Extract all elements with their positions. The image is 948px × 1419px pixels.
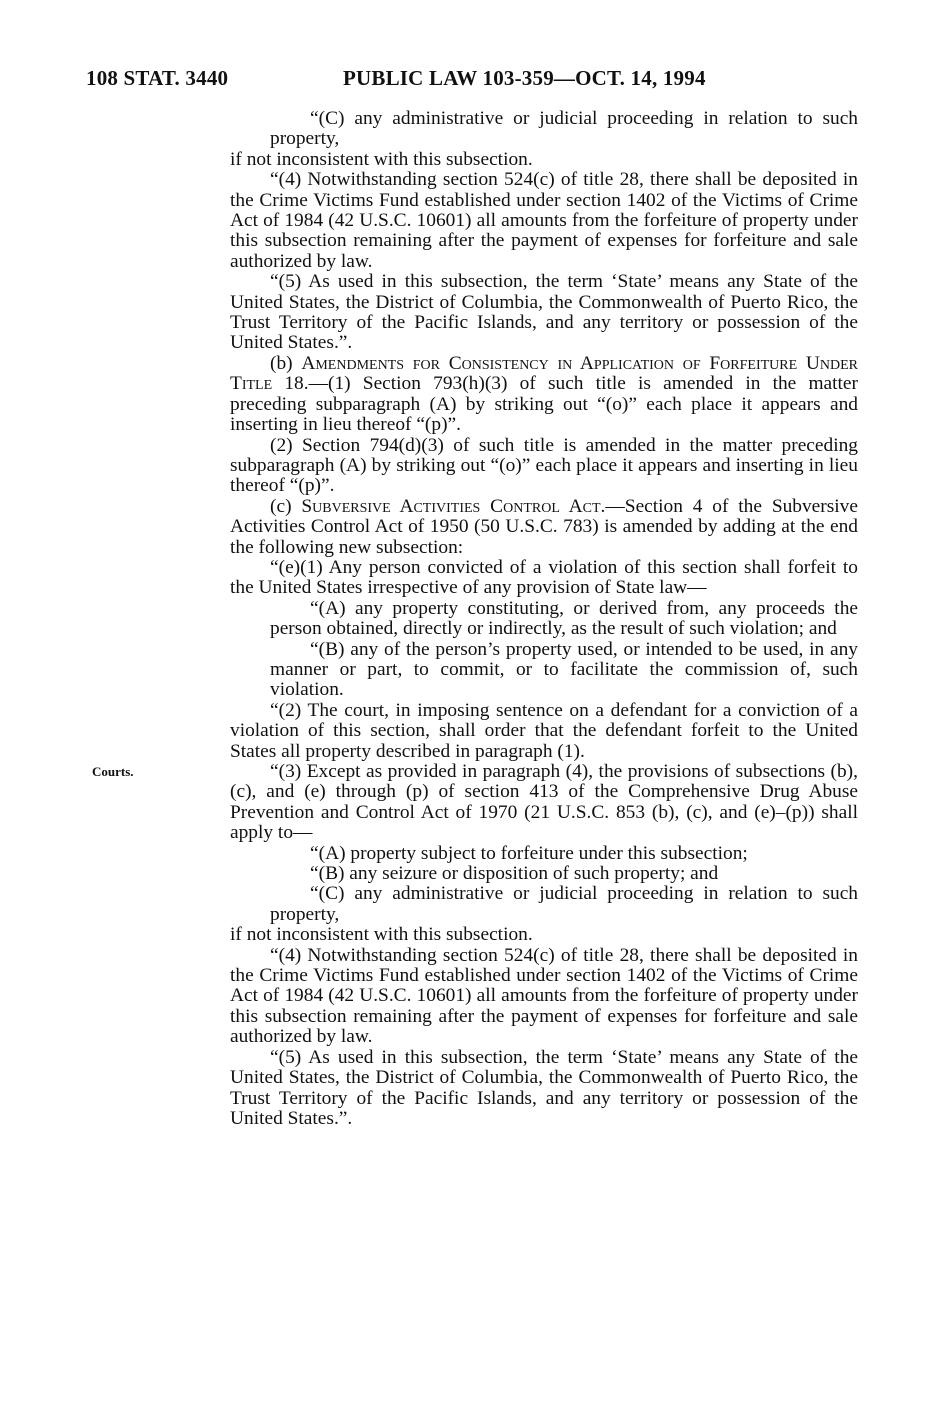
section-heading: Subversive Activities Control Act. (301, 495, 606, 517)
page-citation: 108 STAT. 3440 (86, 66, 229, 90)
paragraph: “(3) Except as provided in paragraph (4), the provisions of subsections (b), (c), and (e) through (p) of section 413 of the Comprehensive Drug Abuse Prevention and Control Act of 1970 (21 U.S.C. 853 (b), (c), and (e)–(p)) shall apply to— (230, 761, 858, 844)
margin-note: Courts. (92, 764, 134, 779)
paragraph: “(A) any property constituting, or derived from, any proceeds the person obtained, directly or indirectly, as the result of such violation; and (270, 597, 858, 640)
paragraph-text: —Section 4 of the Subversive Activities Control Act of 1950 (50 U.S.C. 783) is amended by adding at the end the following new subsection: (230, 495, 858, 558)
section-heading: Amendments for Consistency in Application of Forfeiture Under Title 18. (230, 352, 858, 395)
paragraph: (2) Section 794(d)(3) of such title is amended in the matter preceding subparagraph (A) by striking out “(o)” each place it appears and inserting in lieu thereof “(p)”. (230, 434, 858, 497)
paragraph: “(C) any administrative or judicial proceeding in relation to such property, (270, 108, 858, 150)
paragraph (230, 354, 858, 436)
paragraph: “(C) any administrative or judicial proceeding in relation to such property, (270, 883, 858, 925)
paragraph: “(2) The court, in imposing sentence on a defendant for a conviction of a violation of this section, shall order that the defendant forfeit to the United States all property described in paragraph (1). (230, 699, 858, 762)
paragraph: “(B) any of the person’s property used, or intended to be used, in any manner or part, to commit, or to facilitate the commission of, such violation. (270, 638, 858, 701)
paragraph-text: —(1) Section 793(h)(3) of such title is amended in the matter preceding subparagraph (A) by striking out “(o)” each place it appears and inserting in lieu thereof “(p)”. (230, 373, 858, 436)
paragraph: if not inconsistent with this subsection. (230, 924, 533, 946)
running-head: PUBLIC LAW 103-359—OCT. 14, 1994 (343, 66, 706, 90)
paragraph: “(4) Notwithstanding section 524(c) of title 28, there shall be deposited in the Crime Victims Fund established under section 1402 of the Victims of Crime Act of 1984 (42 U.S.C. 10601) all amounts from the forfeiture of property under this subsection remaining after the payment of expenses for forfeiture and sale authorized by law. (230, 944, 858, 1048)
paragraph-lead: (c) (270, 495, 302, 517)
paragraph-lead: (b) (270, 352, 302, 374)
paragraph: “(B) any seizure or disposition of such property; and (310, 863, 719, 885)
paragraph: if not inconsistent with this subsection. (230, 148, 533, 170)
paragraph: “(5) As used in this subsection, the term ‘State’ means any State of the United States, the District of Columbia, the Commonwealth of Puerto Rico, the Trust Territory of the Pacific Islands, and any territory or possession of the United States.”. (230, 1046, 858, 1129)
paragraph: “(e)(1) Any person convicted of a violation of this section shall forfeit to the United States irrespective of any provision of State law— (230, 556, 858, 599)
paragraph: “(4) Notwithstanding section 524(c) of title 28, there shall be deposited in the Crime Victims Fund established under section 1402 of the Victims of Crime Act of 1984 (42 U.S.C. 10601) all amounts from the forfeiture of property under this subsection remaining after the payment of expenses for forfeiture and sale authorized by law. (230, 169, 858, 272)
paragraph: “(5) As used in this subsection, the term ‘State’ means any State of the United States, the District of Columbia, the Commonwealth of Puerto Rico, the Trust Territory of the Pacific Islands, and any territory or possession of the United States.”. (230, 271, 858, 354)
body-text (230, 109, 858, 1129)
paragraph: “(A) property subject to forfeiture under this subsection; (310, 842, 748, 864)
paragraph (230, 497, 858, 558)
